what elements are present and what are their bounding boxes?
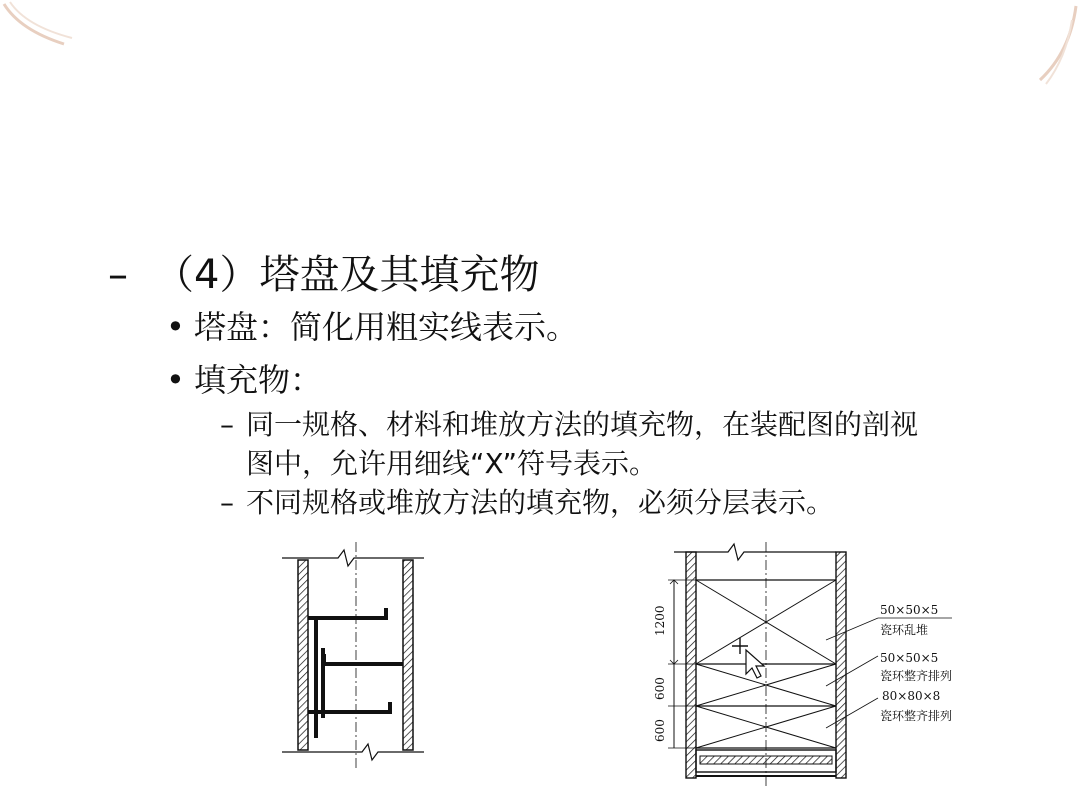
- bullet-item-tray: [166, 302, 578, 348]
- layer-label-size-1: 50×50×5: [880, 603, 939, 617]
- corner-decoration-right: [1010, 0, 1080, 90]
- sub-dash: –: [220, 408, 234, 441]
- layer-label-desc-2: 瓷环整齐排列: [880, 669, 953, 683]
- heading-dash: –: [108, 252, 128, 298]
- bullet-text: 填充物：: [194, 361, 323, 399]
- sub-dash: –: [220, 486, 234, 519]
- packing-layers-figure: [640, 540, 985, 790]
- corner-decoration-left: [0, 0, 80, 60]
- sub-text-line2: 图中，允许用细线“X”符号表示。: [246, 447, 658, 480]
- layer-label-desc-3: 瓷环整齐排列: [880, 709, 953, 723]
- layer-label-size-3: 80×80×8: [882, 689, 941, 703]
- dim-label-1: 1200: [653, 605, 667, 636]
- sub-item-same-spec: [220, 403, 918, 443]
- bullet-item-filler: [166, 355, 322, 401]
- section-heading: [108, 243, 539, 300]
- sub-item-diff-spec: [220, 481, 834, 521]
- mouse-cursor-icon: [732, 638, 764, 678]
- bullet-dot: •: [166, 361, 185, 399]
- dim-label-2: 600: [653, 677, 667, 700]
- bullet-dot: •: [166, 308, 185, 346]
- sub-item-same-spec-cont: [246, 442, 657, 482]
- tray-section-figure: [278, 538, 428, 770]
- layer-label-size-2: 50×50×5: [880, 651, 939, 665]
- bullet-text: 塔盘：简化用粗实线表示。: [194, 308, 579, 346]
- layer-label-desc-1: 瓷环乱堆: [880, 623, 929, 637]
- sub-text: 不同规格或堆放方法的填充物，必须分层表示。: [246, 486, 835, 519]
- sub-text-line1: 同一规格、材料和堆放方法的填充物，在装配图的剖视: [246, 408, 919, 441]
- heading-text: （4）塔盘及其填充物: [154, 252, 540, 298]
- dim-label-3: 600: [653, 719, 667, 742]
